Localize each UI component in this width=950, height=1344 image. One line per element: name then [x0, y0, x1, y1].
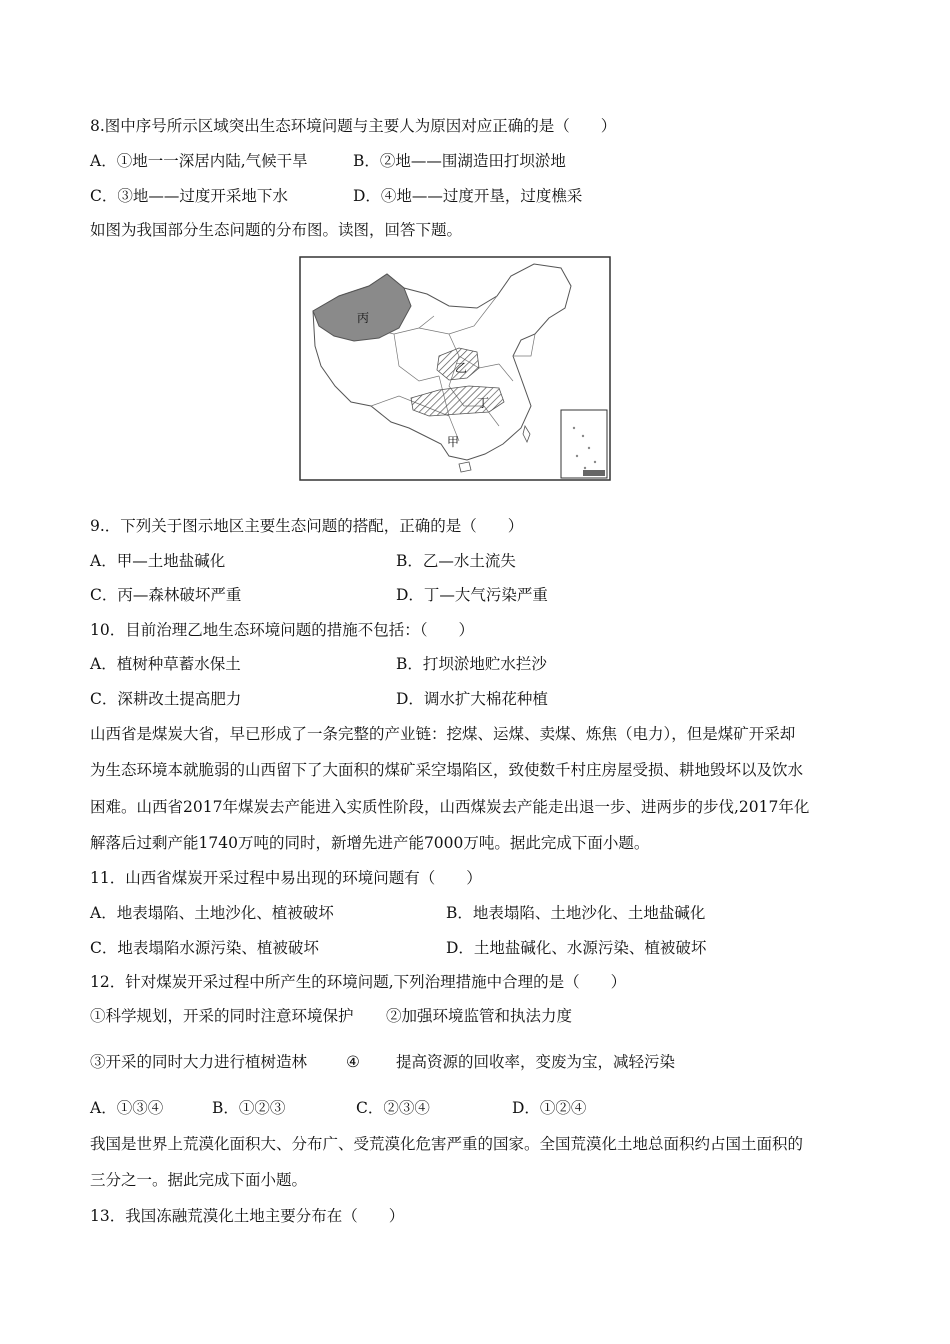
q13-stem: 13．我国冻融荒漠化土地主要分布在（ ）	[90, 1207, 405, 1225]
q12-item-3: ③开采的同时大力进行植树造林	[90, 1053, 308, 1071]
q8-option-d: D．④地——过度开垦，过度樵采	[353, 187, 583, 205]
label-yi: 乙	[455, 361, 468, 375]
q12-item-4-text: 提高资源的回收率，变废为宝，减轻污染	[396, 1053, 676, 1071]
q12-option-d: D．①②④	[512, 1099, 587, 1117]
q12-option-b: B．①②③	[212, 1099, 286, 1117]
label-ding: 丁	[477, 396, 490, 410]
q12-option-a: A．①③④	[90, 1099, 164, 1117]
q8-option-b: B．②地——围湖造田打坝淤地	[353, 152, 566, 170]
q11-stem: 11．山西省煤炭开采过程中易出现的环境问题有（ ）	[90, 869, 482, 887]
q10-option-c: C．深耕改土提高肥力	[90, 690, 242, 708]
hainan-shape	[459, 462, 471, 472]
q9-option-d: D．丁—大气污染严重	[396, 586, 548, 604]
passage-shanxi-line1: 山西省是煤炭大省，早已形成了一条完整的产业链：挖煤、运煤、卖煤、炼焦（电力），但是煤矿开采却	[90, 725, 796, 743]
q11-option-c: C．地表塌陷水源污染、植被破坏	[90, 939, 319, 957]
passage-desert-line2: 三分之一。据此完成下面小题。	[90, 1171, 308, 1189]
q8-stem: 8.图中序号所示区域突出生态环境问题与主要人为原因对应正确的是（ ）	[90, 117, 617, 135]
passage-shanxi-line3: 困难。山西省2017年煤炭去产能进入实质性阶段，山西煤炭去产能走出退一步、进两步的步伐,2017年化	[90, 798, 810, 816]
q9-option-a: A．甲—土地盐碱化	[90, 552, 226, 570]
passage-desert-line1: 我国是世界上荒漠化面积大、分布广、受荒漠化危害严重的国家。全国荒漠化土地总面积约占国土面积的	[90, 1135, 804, 1153]
q9-option-b: B．乙—水土流失	[396, 552, 516, 570]
q9-option-c: C．丙—森林破坏严重	[90, 586, 242, 604]
china-eco-problem-map	[299, 256, 611, 481]
q10-option-d: D．调水扩大棉花种植	[396, 690, 548, 708]
label-jia: 甲	[447, 435, 460, 449]
q10-option-a: A．植树种草蓄水保土	[90, 655, 241, 673]
q8-option-c: C．③地——过度开采地下水	[90, 187, 288, 205]
q11-option-d: D．土地盐碱化、水源污染、植被破坏	[446, 939, 707, 957]
label-bing: 丙	[357, 311, 370, 325]
inset-scale-bar	[583, 470, 605, 476]
q12-stem: 12．针对煤炭开采过程中所产生的环境问题,下列治理措施中合理的是（ ）	[90, 973, 627, 991]
map-intro: 如图为我国部分生态问题的分布图。读图，回答下题。	[90, 221, 463, 239]
q10-option-b: B．打坝淤地贮水拦沙	[396, 655, 547, 673]
q12-item-2: ②加强环境监管和执法力度	[386, 1007, 573, 1025]
q11-option-a: A．地表塌陷、土地沙化、植被破坏	[90, 904, 334, 922]
q12-item-1: ①科学规划，开采的同时注意环境保护	[90, 1007, 354, 1025]
q8-option-a: A．①地一一深居内陆,气候干旱	[90, 152, 308, 170]
passage-shanxi-line2: 为生态环境本就脆弱的山西留下了大面积的煤矿采空塌陷区，致使数千村庄房屋受损、耕地毁坏以及饮水	[90, 761, 804, 779]
q12-option-c: C．②③④	[356, 1099, 430, 1117]
q11-option-b: B．地表塌陷、土地沙化、土地盐碱化	[446, 904, 706, 922]
q12-item-4-number: ④	[346, 1053, 360, 1071]
passage-shanxi-line4: 解落后过剩产能1740万吨的同时，新增先进产能7000万吨。据此完成下面小题。	[90, 834, 650, 852]
q10-stem: 10．目前治理乙地生态环境问题的措施不包括：（ ）	[90, 621, 474, 639]
q9-stem: 9.．下列关于图示地区主要生态问题的搭配，正确的是（ ）	[90, 517, 524, 535]
